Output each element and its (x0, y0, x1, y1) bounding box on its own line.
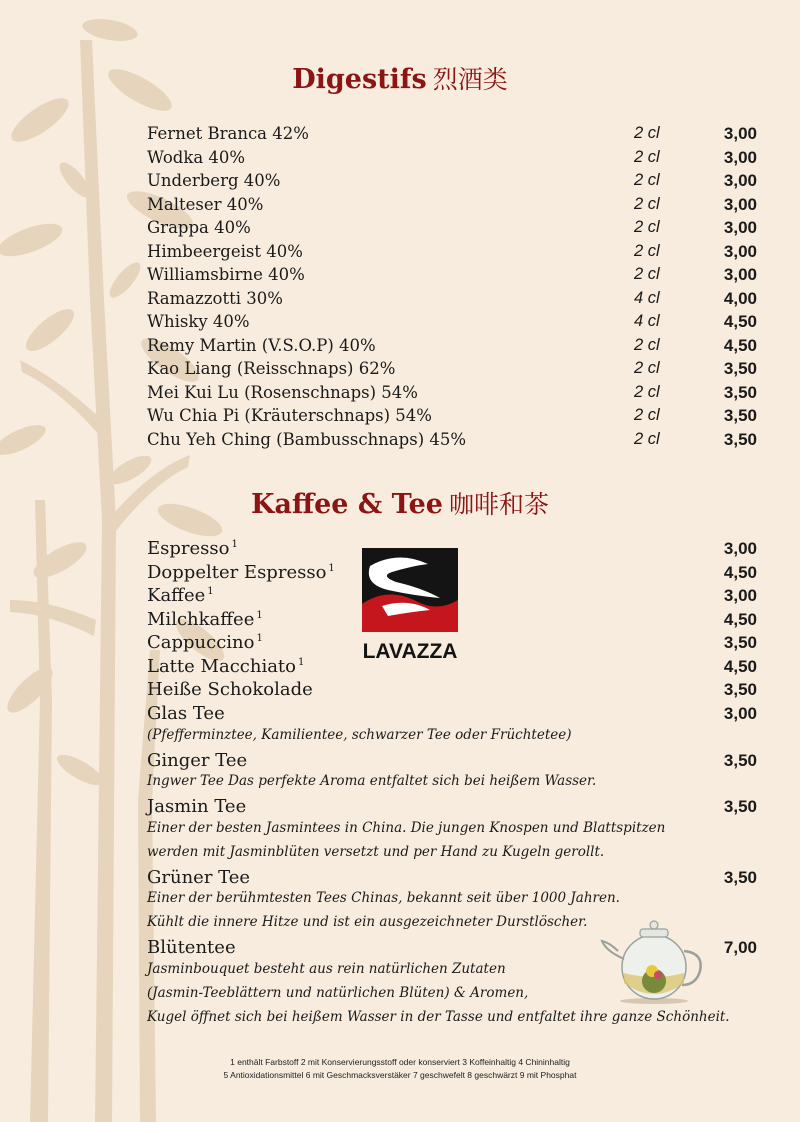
digestif-price: 4,50 (723, 335, 757, 355)
digestif-name: Wu Chia Pi (Kräuterschnaps) 54% (147, 406, 432, 425)
digestif-price: 3,50 (723, 382, 757, 402)
digestif-name: Wodka 40% (147, 147, 246, 167)
footnote-ref: 1 (207, 586, 214, 597)
digestif-row (147, 195, 757, 218)
digestif-size: 2 cl (634, 406, 660, 424)
digestif-price: 3,00 (723, 147, 757, 167)
item-name-text: Doppelter Espresso (147, 561, 327, 583)
digestif-name: Kao Liang (Reisschnaps) 62% (147, 359, 396, 378)
digestif-price: 3,00 (723, 218, 757, 237)
item-name-text: Kaffee (147, 585, 206, 606)
item-name-text: Cappuccino (147, 632, 255, 653)
digestif-size: 4 cl (634, 288, 660, 307)
digestif-price: 3,00 (723, 171, 757, 190)
digestif-size: 2 cl (634, 171, 660, 189)
digestif-row (147, 124, 757, 147)
digestif-size: 2 cl (634, 335, 660, 354)
digestifs-title-text: Digestifs (292, 64, 427, 95)
digestif-size: 2 cl (634, 241, 660, 260)
digestif-price: 3,00 (723, 241, 757, 261)
digestif-name: Williamsbirne 40% (147, 265, 305, 284)
item-name-text: Milchkaffee (147, 608, 255, 630)
digestif-name: Underberg 40% (147, 171, 281, 190)
digestif-size: 2 cl (634, 265, 660, 283)
kaffee-item-price: 3,50 (723, 868, 757, 887)
footnote-ref: 1 (298, 656, 305, 668)
kaffee-item-description: Ingwer Tee Das perfekte Aroma entfaltet sich bei heißem Wasser. (147, 773, 597, 789)
digestif-row (147, 289, 757, 312)
digestifs-title-cn: 烈酒类 (432, 65, 508, 94)
digestif-price: 3,00 (723, 124, 757, 143)
digestif-price: 3,00 (723, 265, 757, 284)
kaffee-item-price: 7,00 (723, 938, 757, 957)
digestif-name: Ramazzotti 30% (147, 288, 283, 308)
digestif-row (147, 265, 757, 288)
kaffee-item-name (147, 585, 214, 606)
digestif-price: 3,50 (723, 429, 757, 449)
kaffee-item-description: (Pfefferminztee, Kamilientee, schwarzer Tee oder Früchtetee) (147, 727, 572, 743)
footnotes-line-2: 5 Antioxidationsmittel 6 mit Geschmacksverstäker 7 geschwefelt 8 geschwärzt 9 mit Phosphat (223, 1070, 577, 1080)
footnote-ref: 1 (256, 609, 263, 621)
digestif-size: 2 cl (634, 359, 660, 377)
digestifs-title (0, 60, 800, 96)
kaffee-item-name (147, 656, 304, 677)
footnotes-line-1: 1 enthält Farbstoff 2 mit Konservierungsstoff oder konserviert 3 Koffeinhaltig 4 Chininhaltig (230, 1057, 570, 1067)
digestif-name: Mei Kui Lu (Rosenschnaps) 54% (147, 382, 418, 402)
digestif-row (147, 430, 757, 453)
digestif-row (147, 336, 757, 359)
digestif-size: 2 cl (634, 124, 660, 142)
kaffee-item-price: 3,50 (723, 633, 757, 652)
kaffee-item-name: Blütentee (147, 937, 236, 958)
digestif-row (147, 406, 757, 429)
footnote-ref: 1 (256, 633, 263, 644)
kaffee-item-name (147, 632, 263, 653)
digestif-name: Whisky 40% (147, 312, 250, 331)
digestif-price: 3,00 (723, 194, 757, 214)
kaffee-item-name: Ginger Tee (147, 749, 248, 771)
kaffee-item-name: Jasmin Tee (147, 796, 247, 817)
digestif-name: Himbeergeist 40% (147, 241, 303, 261)
kaffee-item-price: 3,50 (723, 750, 757, 770)
digestif-price: 4,00 (723, 288, 757, 308)
digestif-size: 2 cl (634, 147, 660, 166)
digestif-row (147, 218, 757, 241)
kaffee-item-description: (Jasmin-Teeblättern und natürlichen Blüten) & Aromen, (147, 985, 529, 1001)
kaffee-item-description: Einer der besten Jasmintees in China. Die jungen Knospen und Blattspitzen (147, 820, 666, 836)
kaffee-item-price: 3,00 (723, 539, 757, 558)
glass-teapot-illustration (600, 915, 708, 1005)
footnote-ref: 1 (231, 539, 238, 550)
digestif-row (147, 312, 757, 335)
kaffee-item-description: werden mit Jasminblüten versetzt und per Hand zu Kugeln gerollt. (147, 844, 605, 860)
kaffee-item-price: 3,00 (723, 703, 757, 723)
digestif-row (147, 171, 757, 194)
kaffee-item-description: Jasminbouquet besteht aus rein natürlichen Zutaten (147, 961, 506, 977)
kaffee-item-name (147, 609, 263, 630)
kaffee-item-name (147, 538, 238, 559)
item-name-text: Latte Macchiato (147, 655, 297, 677)
item-name-text: Espresso (147, 538, 230, 559)
kaffee-item-name (147, 562, 335, 583)
kaffee-item-price: 4,50 (723, 562, 757, 582)
kaffee-item-name: Glas Tee (147, 702, 225, 724)
digestif-row (147, 383, 757, 406)
kaffee-item-price: 4,50 (723, 609, 757, 629)
kaffee-item-description: Kühlt die innere Hitze und ist ein ausgezeichneter Durstlöscher. (147, 914, 588, 930)
digestif-price: 3,50 (723, 406, 757, 425)
kaffee-tee-title (0, 485, 800, 521)
kaffee-tee-title-cn: 咖啡和茶 (449, 490, 550, 519)
kaffee-item-price: 3,50 (723, 797, 757, 816)
digestif-row (147, 242, 757, 265)
kaffee-tee-title-text: Kaffee & Tee (250, 489, 443, 520)
kaffee-item-description: Einer der berühmtesten Tees Chinas, bekannt seit über 1000 Jahren. (147, 890, 620, 906)
digestif-row (147, 359, 757, 382)
digestif-name: Malteser 40% (147, 194, 264, 214)
kaffee-item-name: Heiße Schokolade (147, 679, 313, 700)
digestif-size: 2 cl (634, 218, 660, 236)
digestif-name: Fernet Branca 42% (147, 124, 309, 143)
kaffee-item-price: 4,50 (723, 656, 757, 676)
digestif-name: Remy Martin (V.S.O.P) 40% (147, 335, 376, 355)
footnote-ref: 1 (328, 562, 335, 574)
digestif-price: 3,50 (723, 359, 757, 378)
digestif-size: 2 cl (634, 382, 660, 401)
digestif-size: 2 cl (634, 429, 660, 448)
lavazza-logo (358, 546, 462, 662)
kaffee-item-name: Grüner Tee (147, 867, 251, 888)
digestif-name: Grappa 40% (147, 218, 251, 237)
digestif-size: 4 cl (634, 312, 660, 330)
lavazza-logo-text: LAVAZZA (362, 640, 458, 662)
digestif-size: 2 cl (634, 194, 660, 213)
digestif-row (147, 148, 757, 171)
digestif-name: Chu Yeh Ching (Bambusschnaps) 45% (147, 429, 467, 449)
kaffee-item-description: Kugel öffnet sich bei heißem Wasser in der Tasse und entfaltet ihre ganze Schönheit. (147, 1009, 730, 1025)
digestif-price: 4,50 (723, 312, 757, 331)
kaffee-item-price: 3,50 (723, 680, 757, 699)
kaffee-item-price: 3,00 (723, 586, 757, 605)
